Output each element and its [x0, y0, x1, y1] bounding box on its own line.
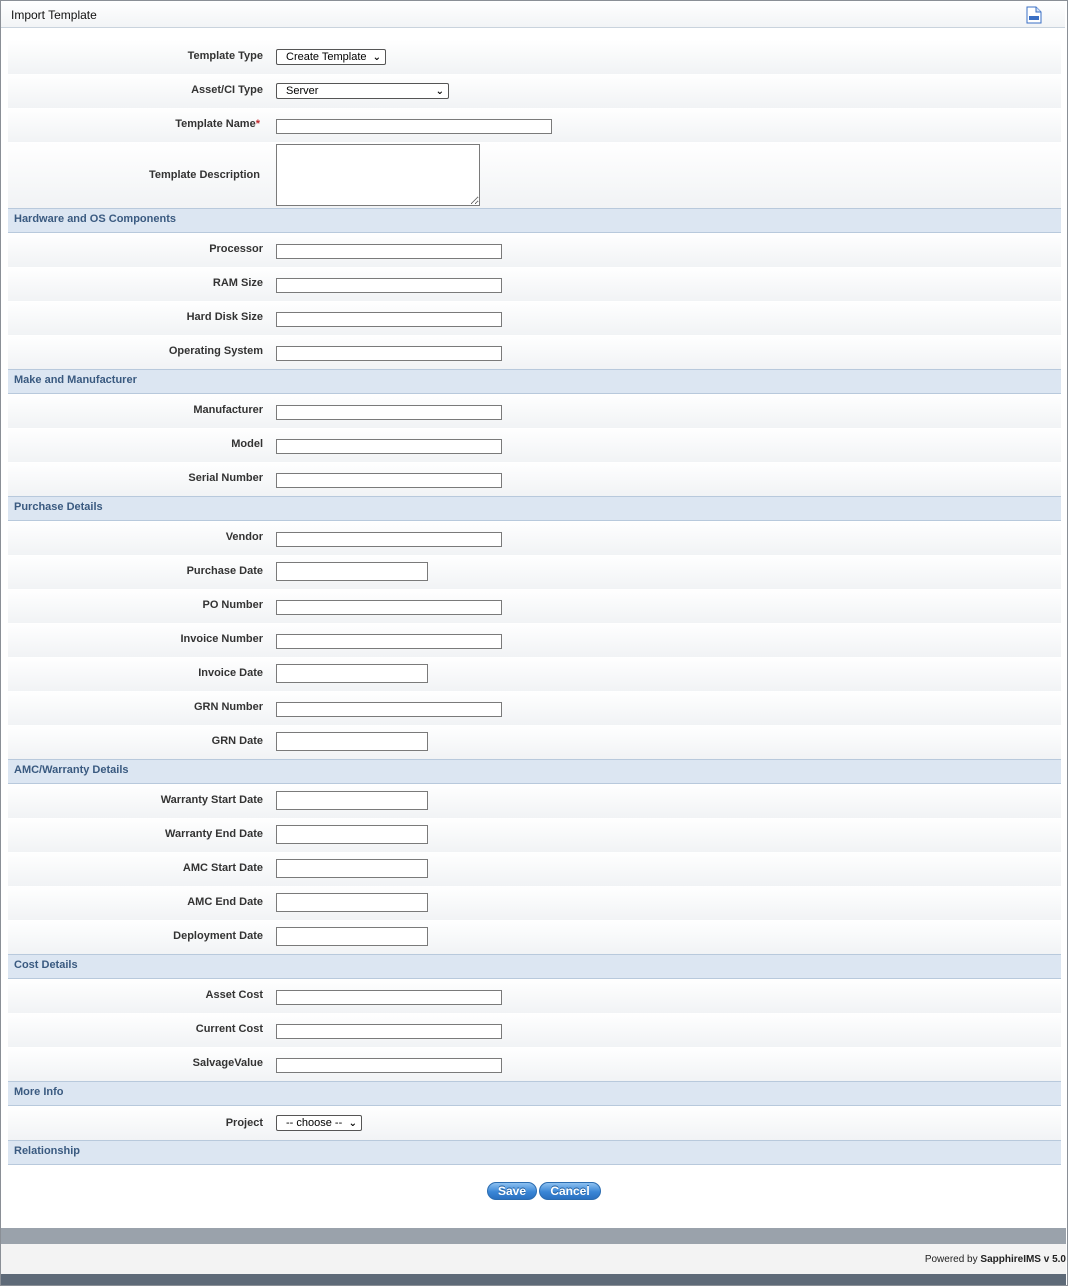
current-cost-input[interactable]	[276, 1024, 502, 1039]
section-header-make	[8, 369, 1061, 394]
document-icon[interactable]	[1026, 6, 1042, 24]
salvagevalue-label: SalvageValue	[192, 1057, 263, 1069]
grn-number-input[interactable]	[276, 702, 502, 717]
asset-cost-row	[8, 979, 1061, 1013]
manufacturer-row	[8, 394, 1061, 428]
template-name-input[interactable]	[276, 119, 552, 134]
current-cost-label: Current Cost	[195, 1023, 263, 1035]
window-title: Import Template	[11, 8, 97, 22]
warranty-start-date-label: Warranty Start Date	[160, 794, 263, 806]
amc-end-date-row	[8, 886, 1061, 920]
ram-size-input[interactable]	[276, 278, 502, 293]
invoice-number-row	[8, 623, 1061, 657]
salvagevalue-input[interactable]	[276, 1058, 502, 1073]
hard-disk-size-label: Hard Disk Size	[186, 311, 263, 323]
processor-label: Processor	[209, 243, 263, 255]
project-value: -- choose --	[286, 1117, 343, 1129]
title-bar	[1, 1, 1065, 28]
warranty-end-date-label: Warranty End Date	[164, 828, 263, 840]
deployment-date-label: Deployment Date	[173, 930, 263, 942]
separator-bar	[1, 1228, 1066, 1244]
grn-number-row	[8, 691, 1061, 725]
serial-number-row	[8, 462, 1061, 496]
hard-disk-size-row	[8, 301, 1061, 335]
operating-system-label: Operating System	[168, 345, 263, 357]
template-description-label: Template Description	[148, 169, 260, 181]
brand-name: SapphireIMS v 5.0	[980, 1254, 1066, 1265]
form-buttons	[487, 1182, 603, 1200]
warranty-end-date-input[interactable]	[276, 825, 428, 844]
template-name-label	[175, 118, 260, 130]
amc-start-date-row	[8, 852, 1061, 886]
asset-type-row	[8, 74, 1061, 108]
bottom-bar	[1, 1274, 1066, 1285]
processor-row	[8, 233, 1061, 267]
template-description-textarea[interactable]	[276, 144, 480, 206]
current-cost-row	[8, 1013, 1061, 1047]
project-row	[8, 1106, 1061, 1140]
model-row	[8, 428, 1061, 462]
footer	[1, 1244, 1066, 1274]
warranty-start-date-row	[8, 784, 1061, 818]
asset-type-value: Server	[286, 85, 319, 97]
processor-input[interactable]	[276, 244, 502, 259]
asset-type-select[interactable]	[276, 83, 449, 99]
section-title: Cost Details	[14, 959, 78, 971]
hard-disk-size-input[interactable]	[276, 312, 502, 327]
section-header-amc	[8, 759, 1061, 784]
cancel-button[interactable]: Cancel	[539, 1182, 601, 1200]
invoice-number-input[interactable]	[276, 634, 502, 649]
serial-number-input[interactable]	[276, 473, 502, 488]
section-title: Purchase Details	[14, 501, 103, 513]
project-label: Project	[225, 1117, 263, 1129]
deployment-date-row	[8, 920, 1061, 954]
section-header-relationship	[8, 1140, 1061, 1165]
amc-end-date-input[interactable]	[276, 893, 428, 912]
template-type-label: Template Type	[187, 50, 263, 62]
purchase-date-label: Purchase Date	[186, 565, 263, 577]
chevron-down-icon: ⌄	[372, 52, 381, 63]
salvagevalue-row	[8, 1047, 1061, 1081]
ram-size-row	[8, 267, 1061, 301]
template-description-row	[8, 142, 1061, 208]
template-name-row	[8, 108, 1061, 142]
purchase-date-row	[8, 555, 1061, 589]
ram-size-label: RAM Size	[212, 277, 263, 289]
purchase-date-input[interactable]	[276, 562, 428, 581]
vendor-label: Vendor	[225, 531, 263, 543]
template-type-value: Create Template	[286, 51, 367, 63]
chevron-down-icon: ⌄	[348, 1118, 357, 1129]
section-title: AMC/Warranty Details	[14, 764, 129, 776]
serial-number-label: Serial Number	[188, 472, 263, 484]
invoice-date-label: Invoice Date	[198, 667, 263, 679]
chevron-down-icon: ⌄	[435, 86, 444, 97]
asset-type-label: Asset/CI Type	[191, 84, 263, 96]
asset-cost-label: Asset Cost	[205, 989, 263, 1001]
project-select[interactable]	[276, 1115, 362, 1131]
import-template-form	[8, 40, 1061, 1165]
warranty-start-date-input[interactable]	[276, 791, 428, 810]
section-title: Relationship	[14, 1145, 81, 1157]
invoice-date-row	[8, 657, 1061, 691]
grn-date-input[interactable]	[276, 732, 428, 751]
amc-end-date-label: AMC End Date	[187, 896, 263, 908]
deployment-date-input[interactable]	[276, 927, 428, 946]
template-type-row	[8, 40, 1061, 74]
manufacturer-label: Manufacturer	[193, 404, 263, 416]
section-title: More Info	[14, 1086, 64, 1098]
section-header-hardware	[8, 208, 1061, 233]
invoice-number-label: Invoice Number	[180, 633, 263, 645]
section-header-cost	[8, 954, 1061, 979]
operating-system-input[interactable]	[276, 346, 502, 361]
save-button[interactable]: Save	[487, 1182, 537, 1200]
model-label: Model	[231, 438, 263, 450]
grn-number-label: GRN Number	[193, 701, 263, 713]
amc-start-date-input[interactable]	[276, 859, 428, 878]
po-number-label: PO Number	[202, 599, 263, 611]
grn-date-label: GRN Date	[211, 735, 263, 747]
warranty-end-date-row	[8, 818, 1061, 852]
section-header-more	[8, 1081, 1061, 1106]
section-title: Hardware and OS Components	[14, 213, 176, 225]
amc-start-date-label: AMC Start Date	[182, 862, 263, 874]
vendor-input[interactable]	[276, 532, 502, 547]
powered-by-text: Powered by	[924, 1254, 981, 1265]
invoice-date-input[interactable]	[276, 664, 428, 683]
manufacturer-input[interactable]	[276, 405, 502, 420]
asset-cost-input[interactable]	[276, 990, 502, 1005]
model-input[interactable]	[276, 439, 502, 454]
section-title: Make and Manufacturer	[14, 374, 137, 386]
vendor-row	[8, 521, 1061, 555]
footer-powered-by	[925, 1254, 1066, 1265]
required-marker: *	[255, 118, 260, 130]
template-name-text: Template Name	[175, 118, 256, 130]
template-type-select[interactable]	[276, 49, 386, 65]
section-header-purchase	[8, 496, 1061, 521]
po-number-row	[8, 589, 1061, 623]
grn-date-row	[8, 725, 1061, 759]
po-number-input[interactable]	[276, 600, 502, 615]
operating-system-row	[8, 335, 1061, 369]
